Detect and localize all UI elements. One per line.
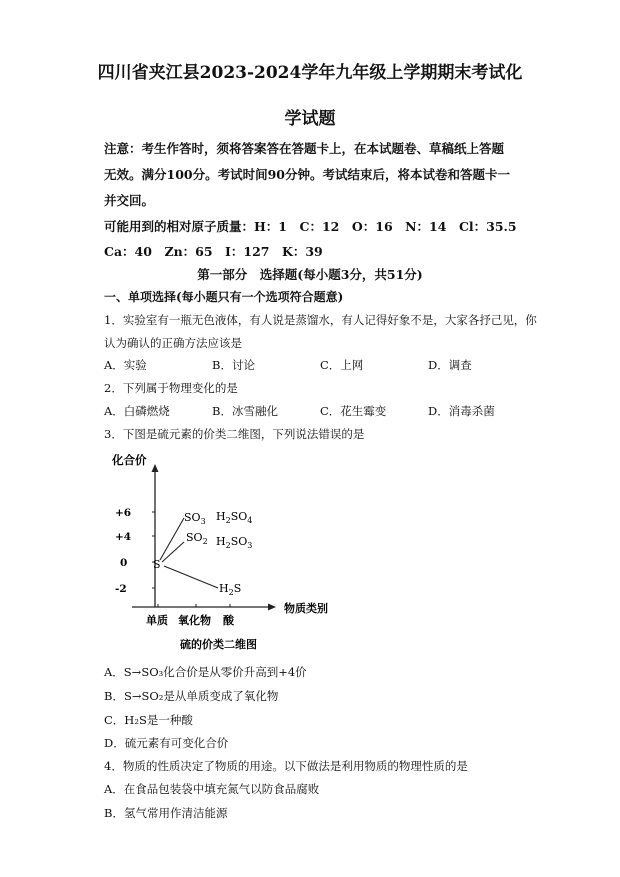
q2-stem: 2．下列属于物理变化的是 [104,381,238,395]
q2-option-a: A．白磷燃烧 [104,404,170,418]
sulfur-valence-class-diagram [100,452,360,657]
section-title: 一、单项选择(每小题只有一个选项符合题意) [104,290,344,304]
atomic-masses-line1: 可能用到的相对原子质量：H：1 C：12 O：16 N：14 Cl：35.5 [104,219,517,234]
q2-option-c: C．花生霉变 [320,404,387,418]
y-tick-plus4: +4 [115,531,132,543]
notice-line2: 无效。满分100分。考试时间90分钟。考试结束后，将本试卷和答题卡一 [104,167,510,182]
q4-stem: 4．物质的性质决定了物质的用途。以下做法是利用物质的物理性质的是 [104,759,468,773]
q1-option-c: C．上网 [320,358,364,372]
x-tick-acid: 酸 [223,614,234,627]
q3-option-c: C．H₂S是一种酸 [104,713,193,727]
q3-option-d: D．硫元素有可变化合价 [104,736,229,750]
notice-line1: 注意：考生作答时，须将答案答在答题卡上，在本试题卷、草稿纸上答题 [104,141,505,156]
q1-stem-line1: 1．实验室有一瓶无色液体，有人说是蒸馏水，有人记得好象不是，大家各抒己见，你 [104,313,537,327]
q1-stem-line2: 认为确认的正确方法应该是 [104,336,242,350]
line-s-to-so2 [162,542,184,562]
q1-option-b: B．讨论 [212,358,255,372]
diagram-caption: 硫的价类二维图 [180,638,257,651]
point-so3: $SO_3$ [184,511,206,526]
q1-option-a: A．实验 [104,358,147,372]
y-axis-label: 化合价 [112,453,147,467]
q1-option-d: D．调查 [428,358,472,372]
y-tick-plus6: +6 [115,507,132,519]
point-so2: $SO_2$ [186,531,208,546]
y-tick-minus2: -2 [115,583,127,595]
x-tick-oxide: 氧化物 [178,614,211,627]
document-title-line1: 四川省夹江县2023-2024学年九年级上学期期末考试化 [97,63,523,83]
q2-option-b: B．冰雪融化 [212,404,278,418]
point-h2so3: $H_2SO_3$ [216,535,253,550]
point-s: S [153,558,161,571]
y-tick-zero: 0 [120,557,128,569]
x-axis-label: 物质类别 [284,602,328,615]
x-axis-arrow [268,604,276,611]
q4-option-b: B．氢气常用作清洁能源 [104,806,228,820]
line-s-to-h2s [164,566,218,588]
q3-option-a: A．S→SO₃化合价是从零价升高到+4价 [104,665,307,679]
document-title-line2: 学试题 [284,109,336,129]
notice-line3: 并交回。 [104,193,155,208]
q2-option-d: D．消毒杀菌 [428,404,495,418]
x-tick-element: 单质 [146,614,168,627]
point-h2so4: $H_2SO_4$ [216,510,253,525]
y-axis-arrow [152,464,159,472]
q3-stem: 3．下图是硫元素的价类二维图，下列说法错误的是 [104,427,365,441]
q3-option-b: B．S→SO₂是从单质变成了氧化物 [104,689,279,703]
q4-option-a: A．在食品包装袋中填充氮气以防食品腐败 [104,782,320,796]
line-s-to-so3 [160,518,184,560]
point-h2s: $H_2S$ [219,582,242,597]
atomic-masses-line2: Ca：40 Zn：65 I：127 K：39 [104,244,323,259]
part-title: 第一部分 选择题(每小题3分，共51分) [197,267,423,282]
